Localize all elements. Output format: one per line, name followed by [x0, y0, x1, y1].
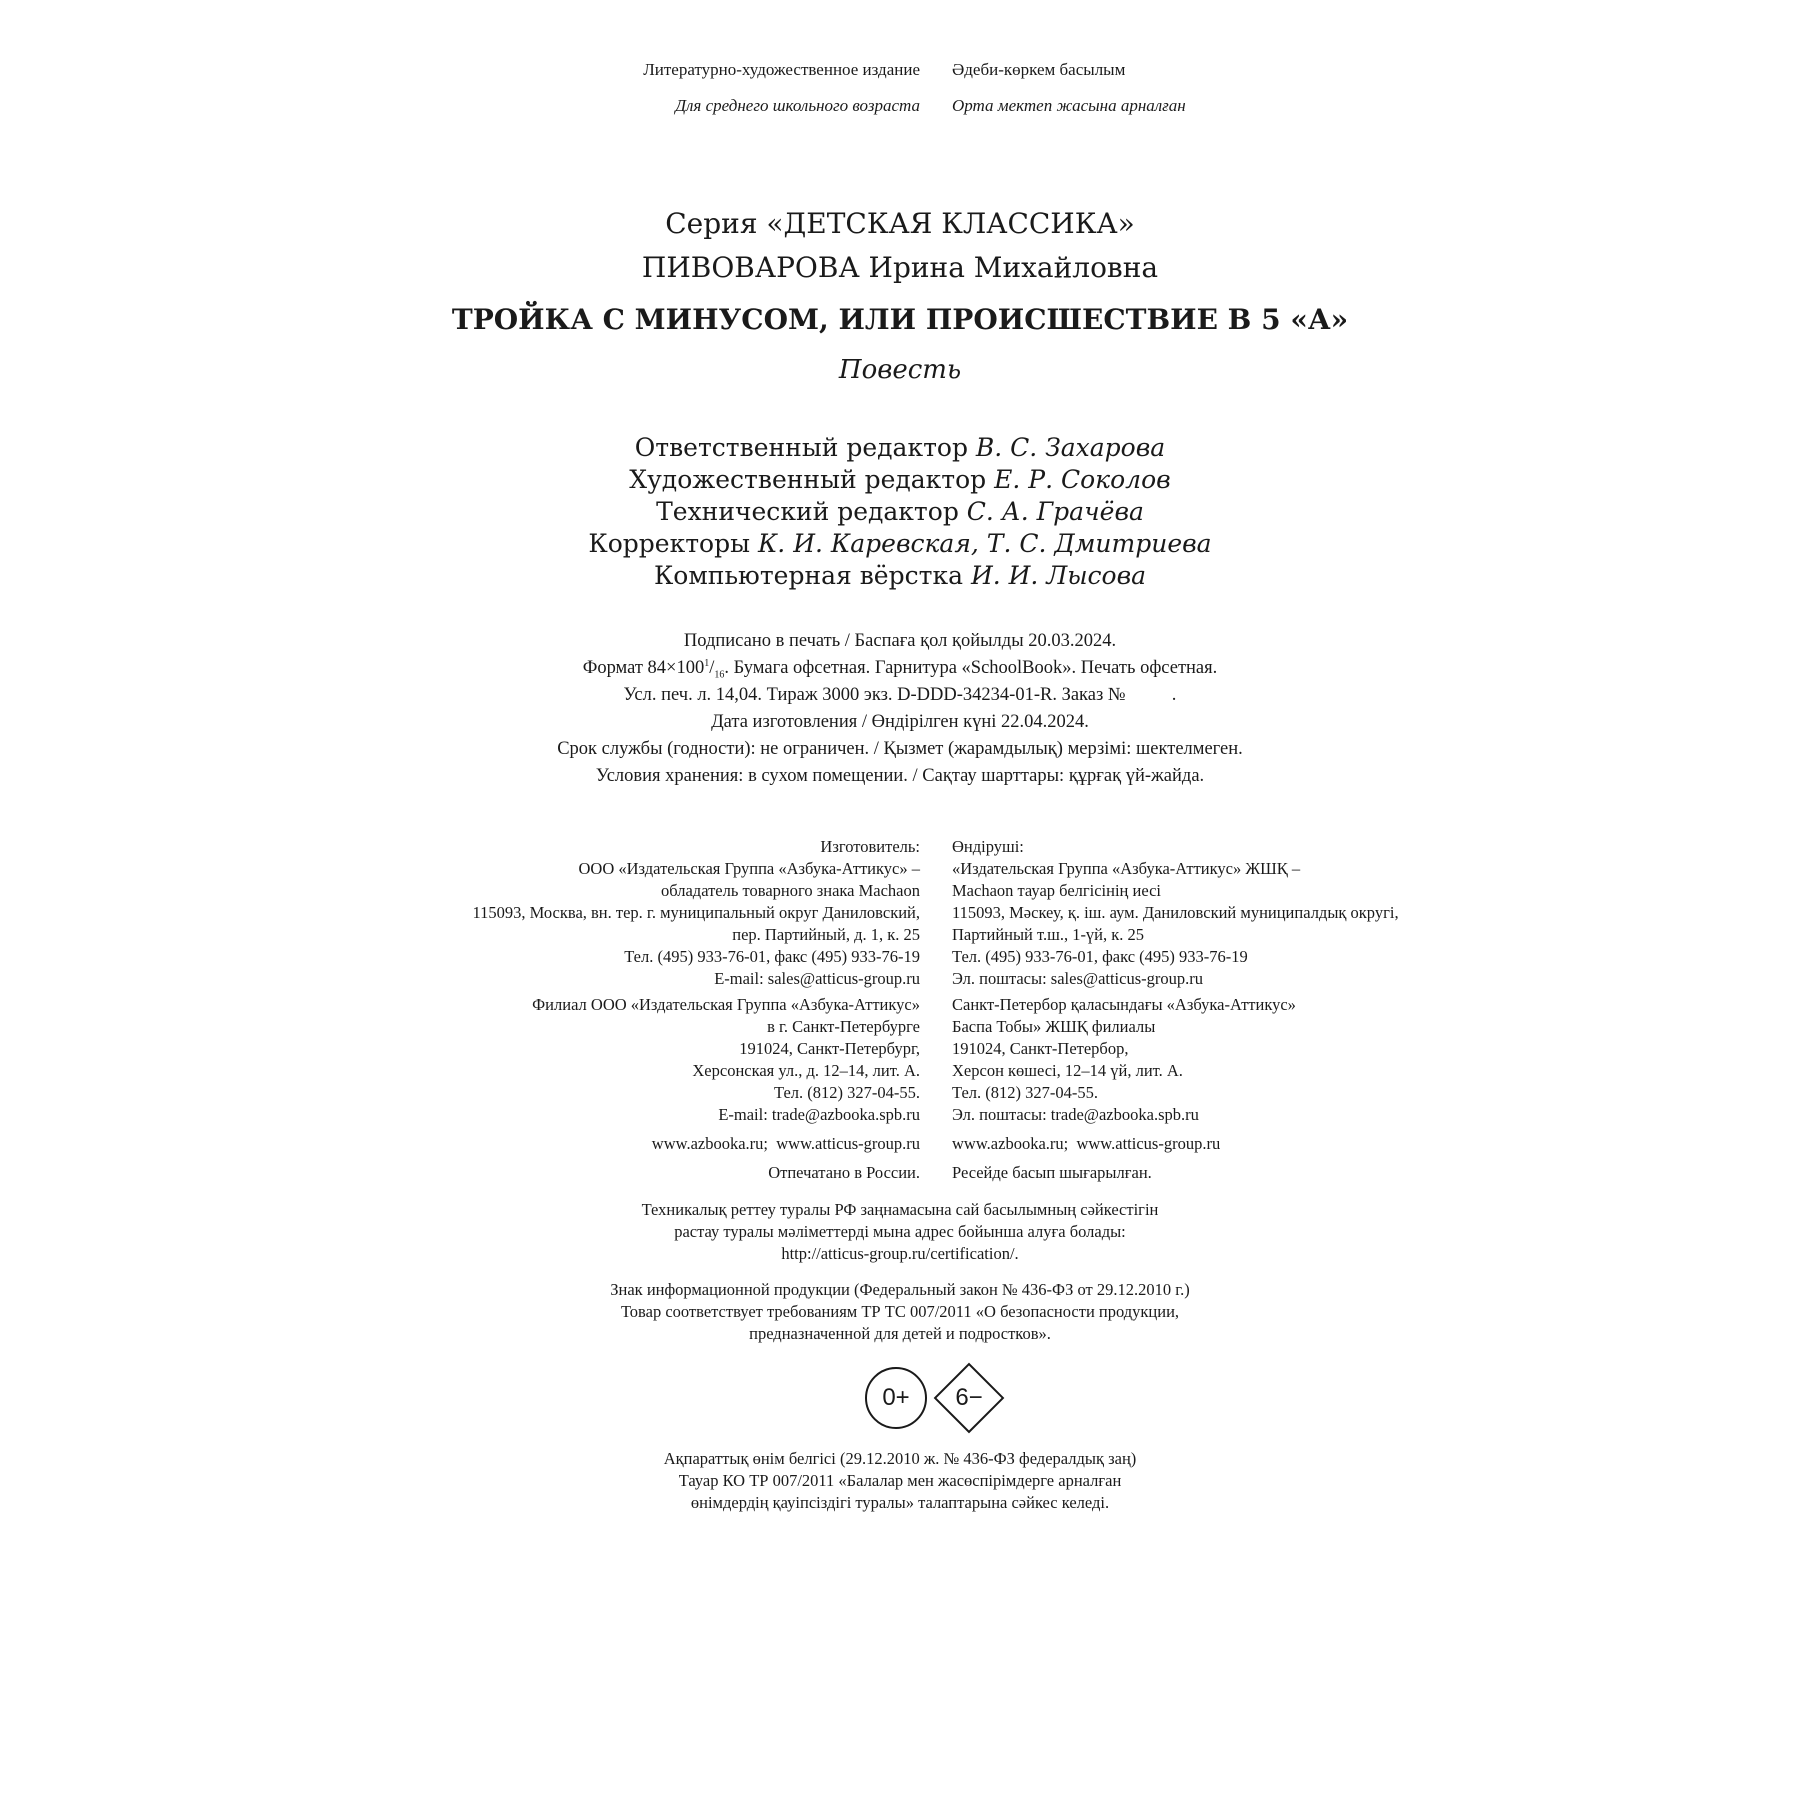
age-note-ru: Для среднего школьного возраста — [675, 96, 920, 115]
age-note-kz: Орта мектеп жасына арналған — [952, 96, 1186, 115]
manufacturer-ru: Изготовитель: ООО «Издательская Группа «Азбука-Аттикус» – обладатель товарного знака Machaon 115093, Москва, вн. тер. г. муниципальный округ Даниловский, пер. Партийный, д. 1, к. 25 Тел. (495) 933-76-01, факс (495) 933-76-19 E-mail: sales@atticus-group.ru — [472, 837, 920, 988]
signed-line: Подписано в печать / Баспаға қол қойылды 20.03.2024. — [683, 631, 1117, 651]
format-line: Формат $84\times 100^1/_{16}$. Бумага офсетная. Гарнитура «SchoolBook». Печать офсетная. — [582, 657, 1218, 681]
shelf-life-line: Срок службы (годности): не ограничен. / Қызмет (жарамдылық) мерзімі: шектелмеген. — [557, 739, 1243, 759]
staff-line: Корректоры К. И. Каревская, Т. С. Дмитриева — [588, 529, 1212, 558]
staff-line: Компьютерная вёрстка И. И. Лысова — [653, 561, 1147, 590]
storage-line: Условия хранения: в сухом помещении. / Сақтау шарттары: құрғақ үй-жайда. — [595, 766, 1205, 786]
imprint-block — [0, 628, 1800, 790]
printed-in-kz: Ресейде басып шығарылған. — [952, 1163, 1152, 1182]
author-name: ПИВОВАРОВА Ирина Михайловна — [641, 251, 1159, 284]
website-links-kz: www.azbooka.ru; www.atticus-group.ru — [952, 1134, 1221, 1153]
book-genre: Повесть — [838, 355, 962, 385]
series-title: Серия «ДЕТСКАЯ КЛАССИКА» — [665, 207, 1135, 240]
info-sign-kz: Ақпараттық өнім белгісі (29.12.2010 ж. № 436-ФЗ федералдық заң) Тауар КО ТР 007/2011 «Балалар мен жасөспірімдерге арналған өнімдердің қауіпсіздігі туралы» талаптарына сәйкес келеді. — [663, 1449, 1137, 1512]
print-line: Усл. печ. л. 14,04. Тираж 3000 экз. D-DDD-34234-01-R. Заказ № . — [623, 685, 1177, 705]
website-links-ru: www.azbooka.ru; www.atticus-group.ru — [651, 1134, 920, 1153]
staff-line: Художественный редактор Е. Р. Соколов — [629, 465, 1171, 494]
printed-in-ru: Отпечатано в России. — [768, 1163, 920, 1182]
edition-type-ru: Литературно-художественное издание — [643, 60, 920, 79]
certification-note: Техникалық реттеу туралы РФ заңнамасына сай басылымның сәйкестігін растау туралы мәліметтерді мына адрес бойынша алуға болады: http://atticus-group.ru/certification/. — [641, 1200, 1159, 1263]
made-date-line: Дата изготовления / Өндірілген күні 22.04.2024. — [711, 712, 1089, 732]
staff-list — [0, 432, 1800, 592]
age-rating-diamond-label: 6− — [955, 1384, 983, 1411]
branch-kz: Санкт-Петербор қаласындағы «Азбука-Аттикус» Баспа Тобы» ЖШҚ филиалы 191024, Санкт-Петербор, Херсон көшесі, 12–14 үй, лит. А. Тел. (812) 327-04-55. Эл. поштасы: trade@azbooka.spb.ru — [952, 995, 1296, 1124]
book-title: ТРОЙКА С МИНУСОМ, ИЛИ ПРОИСШЕСТВИЕ В 5 «А» — [451, 303, 1349, 336]
staff-line: Ответственный редактор В. С. Захарова — [634, 433, 1166, 462]
manufacturer-kz: Өндіруші: «Издательская Группа «Азбука-Аттикус» ЖШҚ – Machaon тауар белгісінің иесі 115093, Мәскеу, қ. іш. аум. Даниловский муниципалдық округі, Партийный т.ш., 1-үй, к. 25 Тел. (495) 933-76-01, факс (495) 933-76-19 Эл. поштасы: sales@atticus-group.ru — [952, 837, 1399, 988]
info-sign-ru: Знак информационной продукции (Федеральный закон № 436-ФЗ от 29.12.2010 г.) Товар соответствует требованиям ТР ТС 007/2011 «О безопасности продукции, предназначенной для детей и подростков». — [610, 1280, 1190, 1343]
age-rating-circle: 0+ — [865, 1367, 927, 1429]
edition-type-kz: Әдеби-көркем басылым — [952, 60, 1126, 79]
staff-line: Технический редактор С. А. Грачёва — [656, 497, 1144, 526]
branch-ru: Филиал ООО «Издательская Группа «Азбука-Аттикус» в г. Санкт-Петербурге 191024, Санкт-Петербург, Херсонская ул., д. 12–14, лит. А. Тел. (812) 327-04-55. E-mail: trade@azbooka.spb.ru — [532, 995, 920, 1124]
age-rating-diamond — [934, 1363, 1004, 1433]
